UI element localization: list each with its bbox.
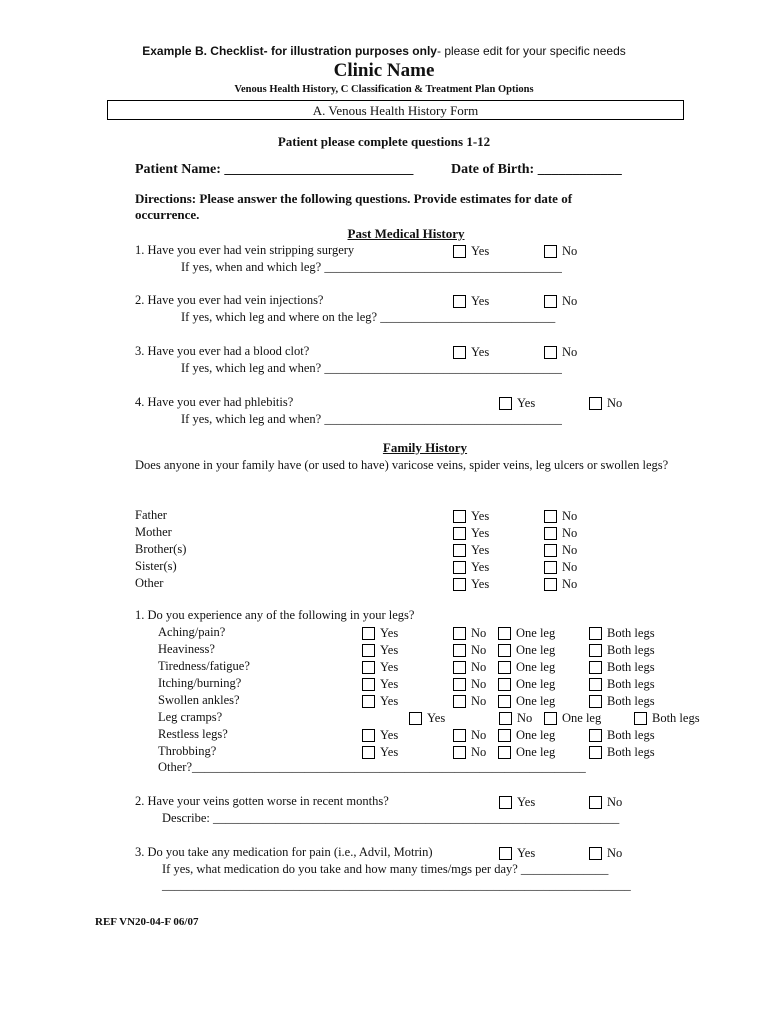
checkbox-label: No xyxy=(471,694,487,708)
checkbox-box[interactable] xyxy=(589,695,602,708)
checkbox-label: Both legs xyxy=(607,694,655,708)
checkbox-box[interactable] xyxy=(453,346,466,359)
checkbox-box[interactable] xyxy=(362,661,375,674)
family-yes-checkbox[interactable] xyxy=(453,560,489,575)
checkbox-label: Yes xyxy=(380,728,399,742)
yes-checkbox[interactable] xyxy=(499,396,535,411)
checkbox-box[interactable] xyxy=(362,627,375,640)
symptom-other-field[interactable]: Other?_______________________________________________________________ xyxy=(158,760,586,774)
symptom-both-legs-checkbox[interactable] xyxy=(589,694,655,709)
checkbox-box[interactable] xyxy=(498,661,511,674)
symptom-both-legs-checkbox[interactable] xyxy=(589,660,655,675)
no-checkbox[interactable] xyxy=(589,396,622,411)
symptom-label: Heaviness? xyxy=(158,642,215,656)
date-of-birth-field[interactable]: Date of Birth: ____________ xyxy=(451,162,622,177)
symptom-one-leg-checkbox[interactable] xyxy=(498,677,555,692)
checkbox-label: No xyxy=(471,728,487,742)
symptom-no-checkbox[interactable] xyxy=(453,728,486,743)
family-no-checkbox[interactable] xyxy=(544,509,577,524)
symptom-yes-checkbox[interactable] xyxy=(362,694,398,709)
symptom-no-checkbox[interactable] xyxy=(453,745,486,760)
checkbox-label: Yes xyxy=(471,509,490,523)
patient-instruction: Patient please complete questions 1-12 xyxy=(277,134,491,149)
checkbox-label: One leg xyxy=(516,745,556,759)
checkbox-label: No xyxy=(471,660,487,674)
checkbox-box[interactable] xyxy=(453,746,466,759)
checkbox-box[interactable] xyxy=(362,678,375,691)
checkbox-box[interactable] xyxy=(589,397,602,410)
symptom-yes-checkbox[interactable] xyxy=(362,626,398,641)
symptom-yes-checkbox[interactable] xyxy=(362,677,398,692)
symptom-both-legs-checkbox[interactable] xyxy=(634,711,700,726)
symptom-both-legs-checkbox[interactable] xyxy=(589,677,655,692)
checkbox-label: Both legs xyxy=(607,728,655,742)
checkbox-box[interactable] xyxy=(453,295,466,308)
checkbox-label: Yes xyxy=(380,643,399,657)
checkbox-box[interactable] xyxy=(589,729,602,742)
checkbox-label: Yes xyxy=(380,660,399,674)
disclaimer-banner: Example B. Checklist- for illustration purposes only- please edit for your specific needs xyxy=(142,44,626,58)
checkbox-box[interactable] xyxy=(544,561,557,574)
medication-details-line[interactable]: ___________________________________________________________________________ xyxy=(162,878,631,892)
symptom-label: Aching/pain? xyxy=(158,625,226,639)
checkbox-label: Yes xyxy=(380,745,399,759)
checkbox-label: No xyxy=(471,643,487,657)
checkbox-label: One leg xyxy=(516,660,556,674)
symptom-label: Throbbing? xyxy=(158,744,217,758)
checkbox-box[interactable] xyxy=(453,695,466,708)
checkbox-box[interactable] xyxy=(589,627,602,640)
checkbox-label: No xyxy=(562,543,578,557)
checkbox-label: No xyxy=(607,396,623,410)
checkbox-box[interactable] xyxy=(362,729,375,742)
family-yes-checkbox[interactable] xyxy=(453,526,489,541)
checkbox-label: No xyxy=(562,526,578,540)
history-question: 2. Have you ever had vein injections? xyxy=(135,293,324,307)
symptom-one-leg-checkbox[interactable] xyxy=(498,643,555,658)
family-history-question: Does anyone in your family have (or used to have) varicose veins, spider veins, leg ulcers or swollen legs? xyxy=(135,458,669,472)
checkbox-label: One leg xyxy=(516,677,556,691)
checkbox-box[interactable] xyxy=(499,397,512,410)
checkbox-label: One leg xyxy=(516,643,556,657)
symptom-yes-checkbox[interactable] xyxy=(362,728,398,743)
family-member-label: Brother(s) xyxy=(135,542,187,556)
family-yes-checkbox[interactable] xyxy=(453,543,489,558)
checkbox-box[interactable] xyxy=(453,544,466,557)
checkbox-box[interactable] xyxy=(453,644,466,657)
checkbox-label: Both legs xyxy=(607,745,655,759)
pain-medication-question: 3. Do you take any medication for pain (i.e., Advil, Motrin) xyxy=(135,845,433,859)
family-member-label: Other xyxy=(135,576,164,590)
form-title-box: A. Venous Health History Form xyxy=(107,100,684,120)
family-member-label: Sister(s) xyxy=(135,559,177,573)
checkbox-box[interactable] xyxy=(498,729,511,742)
checkbox-box[interactable] xyxy=(544,544,557,557)
history-answer-field[interactable]: If yes, which leg and when? ______________________________________ xyxy=(181,412,562,426)
symptom-label: Restless legs? xyxy=(158,727,228,741)
veins-worse-yes-checkbox[interactable] xyxy=(499,795,535,810)
checkbox-box[interactable] xyxy=(634,712,647,725)
directions: Directions: Please answer the following questions. Provide estimates for date of occurrence. xyxy=(135,191,573,222)
no-checkbox[interactable] xyxy=(544,345,577,360)
family-member-label: Father xyxy=(135,508,167,522)
symptom-one-leg-checkbox[interactable] xyxy=(498,745,555,760)
checkbox-label: No xyxy=(562,560,578,574)
symptom-both-legs-checkbox[interactable] xyxy=(589,643,655,658)
symptom-no-checkbox[interactable] xyxy=(453,643,486,658)
checkbox-box[interactable] xyxy=(498,695,511,708)
past-medical-history-heading: Past Medical History xyxy=(347,226,465,241)
symptom-yes-checkbox[interactable] xyxy=(362,643,398,658)
checkbox-label: Yes xyxy=(471,560,490,574)
checkbox-label: No xyxy=(517,711,533,725)
checkbox-box[interactable] xyxy=(544,245,557,258)
checkbox-box[interactable] xyxy=(453,678,466,691)
checkbox-box[interactable] xyxy=(453,245,466,258)
checkbox-label: Yes xyxy=(471,244,490,258)
checkbox-label: No xyxy=(471,626,487,640)
checkbox-label: One leg xyxy=(562,711,602,725)
history-answer-field[interactable]: If yes, which leg and where on the leg? ____________________________ xyxy=(181,310,556,324)
checkbox-label: No xyxy=(607,846,623,860)
checkbox-label: Yes xyxy=(471,345,490,359)
checkbox-box[interactable] xyxy=(453,527,466,540)
symptom-one-leg-checkbox[interactable] xyxy=(498,694,555,709)
yes-checkbox[interactable] xyxy=(453,244,489,259)
checkbox-box[interactable] xyxy=(589,796,602,809)
checkbox-label: Yes xyxy=(471,543,490,557)
symptom-both-legs-checkbox[interactable] xyxy=(589,728,655,743)
checkbox-label: Yes xyxy=(380,677,399,691)
checkbox-label: No xyxy=(562,345,578,359)
checkbox-label: Both legs xyxy=(607,660,655,674)
history-question: 4. Have you ever had phlebitis? xyxy=(135,395,294,409)
checkbox-box[interactable] xyxy=(589,847,602,860)
yes-checkbox[interactable] xyxy=(453,294,489,309)
family-no-checkbox[interactable] xyxy=(544,543,577,558)
symptom-label: Itching/burning? xyxy=(158,676,242,690)
history-question: 3. Have you ever had a blood clot? xyxy=(135,344,310,358)
checkbox-label: One leg xyxy=(516,694,556,708)
checkbox-box[interactable] xyxy=(498,746,511,759)
checkbox-box[interactable] xyxy=(544,578,557,591)
checkbox-box[interactable] xyxy=(544,527,557,540)
describe-field[interactable]: Describe: _________________________________________________________________ xyxy=(162,811,620,825)
no-checkbox[interactable] xyxy=(544,294,577,309)
symptom-one-leg-checkbox[interactable] xyxy=(544,711,601,726)
yes-checkbox[interactable] xyxy=(453,345,489,360)
checkbox-box[interactable] xyxy=(409,712,422,725)
checkbox-box[interactable] xyxy=(498,644,511,657)
no-checkbox[interactable] xyxy=(544,244,577,259)
checkbox-box[interactable] xyxy=(544,712,557,725)
checkbox-box[interactable] xyxy=(544,295,557,308)
family-yes-checkbox[interactable] xyxy=(453,509,489,524)
checkbox-box[interactable] xyxy=(589,644,602,657)
symptom-no-checkbox[interactable] xyxy=(453,677,486,692)
form-subtitle: Venous Health History, C Classification & Treatment Plan Options xyxy=(234,84,534,95)
checkbox-box[interactable] xyxy=(362,644,375,657)
checkbox-label: One leg xyxy=(516,728,556,742)
checkbox-box[interactable] xyxy=(453,578,466,591)
checkbox-box[interactable] xyxy=(498,627,511,640)
checkbox-label: Both legs xyxy=(607,677,655,691)
symptom-label: Swollen ankles? xyxy=(158,693,240,707)
checkbox-label: Both legs xyxy=(607,643,655,657)
checkbox-box[interactable] xyxy=(544,346,557,359)
symptom-no-checkbox[interactable] xyxy=(453,626,486,641)
checkbox-box[interactable] xyxy=(589,661,602,674)
clinic-name: Clinic Name xyxy=(333,60,435,81)
checkbox-box[interactable] xyxy=(499,712,512,725)
checkbox-box[interactable] xyxy=(453,510,466,523)
checkbox-label: One leg xyxy=(516,626,556,640)
checkbox-label: Yes xyxy=(517,396,536,410)
checkbox-box[interactable] xyxy=(589,746,602,759)
symptom-no-checkbox[interactable] xyxy=(453,694,486,709)
symptom-yes-checkbox[interactable] xyxy=(362,745,398,760)
checkbox-box[interactable] xyxy=(453,627,466,640)
veins-worse-question: 2. Have your veins gotten worse in recent months? xyxy=(135,794,389,808)
symptom-one-leg-checkbox[interactable] xyxy=(498,660,555,675)
form-reference: REF VN20-04-F 06/07 xyxy=(95,916,199,928)
checkbox-label: Yes xyxy=(380,626,399,640)
checkbox-label: No xyxy=(562,509,578,523)
checkbox-box[interactable] xyxy=(498,678,511,691)
checkbox-label: Yes xyxy=(517,795,536,809)
checkbox-label: Yes xyxy=(471,526,490,540)
checkbox-box[interactable] xyxy=(453,729,466,742)
checkbox-label: Yes xyxy=(517,846,536,860)
symptom-yes-checkbox[interactable] xyxy=(362,660,398,675)
checkbox-box[interactable] xyxy=(499,847,512,860)
checkbox-label: Yes xyxy=(471,577,490,591)
checkbox-label: Yes xyxy=(471,294,490,308)
family-no-checkbox[interactable] xyxy=(544,560,577,575)
symptom-one-leg-checkbox[interactable] xyxy=(498,626,555,641)
symptom-no-checkbox[interactable] xyxy=(499,711,532,726)
symptom-label: Tiredness/fatigue? xyxy=(158,659,250,673)
history-answer-field[interactable]: If yes, which leg and when? ______________________________________ xyxy=(181,361,562,375)
family-member-label: Mother xyxy=(135,525,172,539)
checkbox-label: No xyxy=(471,745,487,759)
checkbox-label: Yes xyxy=(427,711,446,725)
symptom-both-legs-checkbox[interactable] xyxy=(589,626,655,641)
checkbox-label: No xyxy=(607,795,623,809)
checkbox-box[interactable] xyxy=(453,661,466,674)
checkbox-box[interactable] xyxy=(544,510,557,523)
checkbox-box[interactable] xyxy=(453,561,466,574)
family-yes-checkbox[interactable] xyxy=(453,577,489,592)
checkbox-label: No xyxy=(471,677,487,691)
pain-medication-yes-checkbox[interactable] xyxy=(499,846,535,861)
history-question: 1. Have you ever had vein stripping surgery xyxy=(135,243,355,257)
symptoms-question: 1. Do you experience any of the following in your legs? xyxy=(135,608,415,622)
checkbox-label: No xyxy=(562,244,578,258)
symptom-label: Leg cramps? xyxy=(158,710,223,724)
family-no-checkbox[interactable] xyxy=(544,526,577,541)
symptom-one-leg-checkbox[interactable] xyxy=(498,728,555,743)
family-no-checkbox[interactable] xyxy=(544,577,577,592)
family-history-heading: Family History xyxy=(382,440,468,455)
symptom-both-legs-checkbox[interactable] xyxy=(589,745,655,760)
checkbox-box[interactable] xyxy=(499,796,512,809)
veins-worse-no-checkbox[interactable] xyxy=(589,795,622,810)
history-answer-field[interactable]: If yes, when and which leg? ______________________________________ xyxy=(181,260,562,274)
checkbox-label: Both legs xyxy=(607,626,655,640)
checkbox-label: No xyxy=(562,294,578,308)
checkbox-label: Both legs xyxy=(652,711,700,725)
checkbox-box[interactable] xyxy=(589,678,602,691)
pain-medication-no-checkbox[interactable] xyxy=(589,846,622,861)
checkbox-label: No xyxy=(562,577,578,591)
symptom-no-checkbox[interactable] xyxy=(453,660,486,675)
checkbox-box[interactable] xyxy=(362,746,375,759)
checkbox-label: Yes xyxy=(380,694,399,708)
patient-name-field[interactable]: Patient Name: ___________________________ xyxy=(135,162,414,177)
medication-details-field[interactable]: If yes, what medication do you take and how many times/mgs per day? ______________ xyxy=(162,862,609,876)
checkbox-box[interactable] xyxy=(362,695,375,708)
symptom-yes-checkbox[interactable] xyxy=(409,711,445,726)
